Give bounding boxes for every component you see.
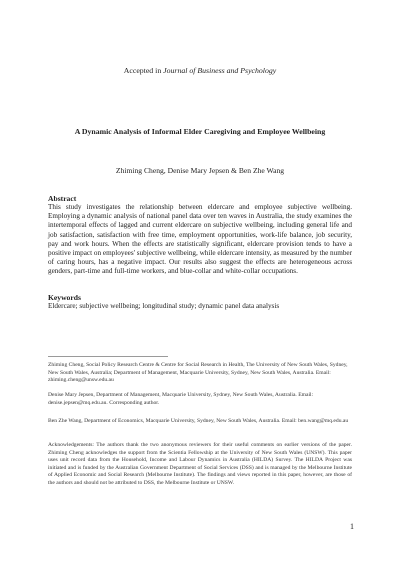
- footnote-divider: [48, 356, 168, 357]
- author-list: Zhiming Cheng, Denise Mary Jepsen & Ben Zhe Wang: [115, 166, 285, 175]
- acknowledgements: Acknowledgements: The authors thank the two anonymous reviewers for their useful comments on earlier versions of the paper. Zhiming Cheng acknowledges the support from the Scientia Fellowship at the University of New South Wales (UNSW). This paper uses unit record data from the Household, Income and Labour Dynamics in Australia (HILDA) Survey. The HILDA Project was initiated and is funded by the Australian Government Department of Social Services (DSS) and is managed by the Melbourne Institute of Applied Economic and Social Research (Melbourne Institute). The findings and views reported in this paper, however, are those of the authors and should not be attributed to DSS, the Melbourne Institute or UNSW.: [48, 442, 352, 486]
- journal-name: Journal of Business and Psychology: [163, 66, 277, 75]
- affiliation-jepsen: Denise Mary Jepsen, Department of Management, Macquarie University, Sydney, New South Wales, Australia. Email: denise.jepsen@mq.edu.au. Corresponding author.: [48, 392, 314, 406]
- keywords-text: Eldercare; subjective wellbeing; longitudinal study; dynamic panel data analysis: [48, 302, 280, 310]
- keywords-heading: Keywords: [48, 293, 81, 302]
- abstract-text: This study investigates the relationship between eldercare and employee subjective wellbeing. Employing a dynamic analysis of national panel data over ten waves in Australia, the study examines the intertemporal effects of lagged and current eldercare on subjective wellbeing, including general life and job satisfaction, satisfaction with free time, employment opportunities, work-life balance, job security, pay and work hours. When the effects are statistically significant, eldercare provision tends to have a positive impact on employees' subjective wellbeing, while eldercare intensity, as measured by the number of caring hours, has a negative impact. Our results also suggest the effects are heterogeneous across genders, part-time and full-time workers, and blue-collar and white-collar occupations.: [48, 203, 353, 276]
- acceptance-prefix: Accepted in: [123, 66, 164, 75]
- abstract-heading: Abstract: [48, 194, 77, 203]
- page-number: 1: [350, 522, 354, 531]
- affiliation-cheng: Zhiming Cheng, Social Policy Research Centre & Centre for Social Research in Health, The University of New South Wales, Sydney, New South Wales, Australia; Department of Management, Macquarie University, Sydney, New South Wales, Australia. Email: zhiming.cheng@unsw.edu.au: [48, 362, 348, 384]
- acceptance-note: [0, 66, 400, 76]
- paper-title: A Dynamic Analysis of Informal Elder Caregiving and Employee Wellbeing: [74, 127, 326, 136]
- affiliation-wang: Ben Zhe Wang, Department of Economics, Macquarie University, Sydney, New South Wales, Australia. Email: ben.wang@mq.edu.au: [48, 418, 349, 424]
